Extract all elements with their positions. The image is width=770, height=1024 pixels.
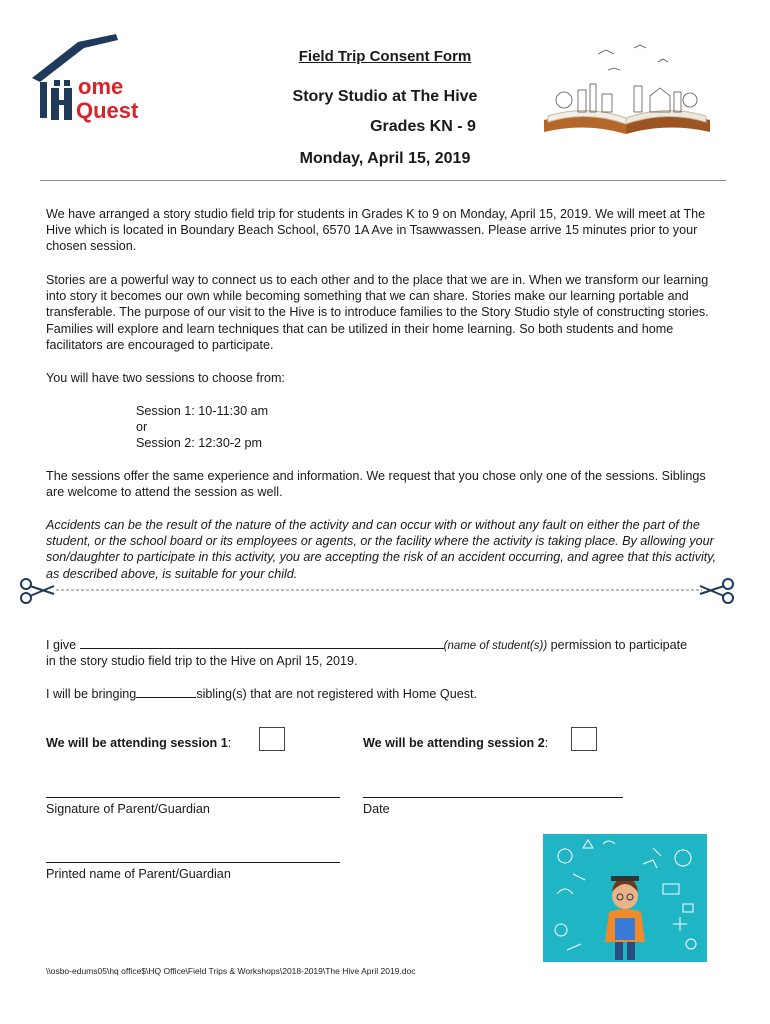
header-divider: [40, 180, 726, 181]
bringing-suffix: sibling(s) that are not registered with Home Quest.: [196, 687, 477, 701]
cut-line: [18, 576, 738, 606]
student-name-field[interactable]: [80, 648, 444, 649]
event-date: Monday, April 15, 2019: [299, 150, 471, 167]
session-2-checkbox[interactable]: [571, 727, 597, 751]
logo-text-line2: Quest: [76, 98, 139, 123]
stories-paragraph: Stories are a powerful way to connect us to each other and to the place that we are in. When we transform our learning into story it becomes our own while becoming something that we can share. Stories make our learning portable and transferable. The purpose of our visit to the Hive is to introduce families to the Story Studio style of constructing stories. Families will explore and learn techniques that can be utilized in their home learning. So both students and home facilitators are encouraged to participate.: [46, 273, 709, 352]
printed-name-label: Printed name of Parent/Guardian: [46, 867, 231, 881]
event-title: Story Studio at The Hive: [292, 88, 478, 105]
sessions-paragraph: The sessions offer the same experience and information. We request that you chose only one of the sessions. Siblings are welcome to attend the session as well.: [46, 469, 706, 500]
file-path-footer: \\osbo-edums05\hq office$\HQ Office\Field Trips & Workshops\2018-2019\The Hive April 2019.doc: [46, 966, 416, 976]
printed-name-field[interactable]: [46, 862, 340, 863]
bringing-prefix: I will be bringing: [46, 687, 137, 701]
session-or: or: [136, 420, 148, 434]
logo-text-line1: ome: [78, 74, 124, 99]
signature-label: Signature of Parent/Guardian: [46, 802, 210, 816]
session-1-time: Session 1: 10-11:30 am: [136, 404, 269, 418]
scissors-icon-left: [21, 579, 54, 603]
student-name-hint: (name of student(s)): [443, 640, 548, 652]
open-book-illustration: [538, 40, 716, 140]
session-2-time: Session 2: 12:30-2 pm: [136, 436, 263, 450]
form-title: Field Trip Consent Form: [298, 48, 472, 65]
attend-session-1-colon: :: [227, 736, 232, 750]
give-prefix: I give: [46, 638, 77, 652]
session-1-checkbox[interactable]: [259, 727, 285, 751]
date-field[interactable]: [363, 797, 623, 798]
siblings-count-field[interactable]: [136, 697, 196, 698]
consent-line: [46, 637, 726, 654]
intro-paragraph: We have arranged a story studio field trip for students in Grades K to 9 on Monday, April 15, 2019. We will meet at The Hive which is located in Boundary Beach School, 6570 1A Ave in Tsawwassen. Please arrive 15 minutes prior to your chosen session.: [46, 207, 706, 254]
grades-heading: Grades KN - 9: [370, 118, 476, 135]
student-doodle-illustration: [543, 834, 707, 962]
siblings-line: [46, 686, 726, 702]
sessions-intro: You will have two sessions to choose from:: [46, 371, 285, 385]
date-label: Date: [363, 802, 390, 816]
give-suffix: permission to participate: [550, 638, 688, 652]
signature-field[interactable]: [46, 797, 340, 798]
liability-paragraph: Accidents can be the result of the nature of the activity and can occur with or without any fault on either the part of the student, or the school board or its employees or agents, or the facility where the activity is taking place. By allowing your son/daughter to participate in this activity, you are accepting the risk of an accident occurring, and agree that this activity, as described above, is suitable for your child.: [46, 518, 717, 581]
attend-session-1-label: We will be attending session 1: [46, 736, 228, 750]
attend-session-2-label: We will be attending session 2: [363, 736, 545, 750]
consent-line-2: in the story studio field trip to the Hive on April 15, 2019.: [46, 654, 358, 668]
scissors-icon-right: [700, 579, 733, 603]
attend-session-2-colon: :: [544, 736, 549, 750]
